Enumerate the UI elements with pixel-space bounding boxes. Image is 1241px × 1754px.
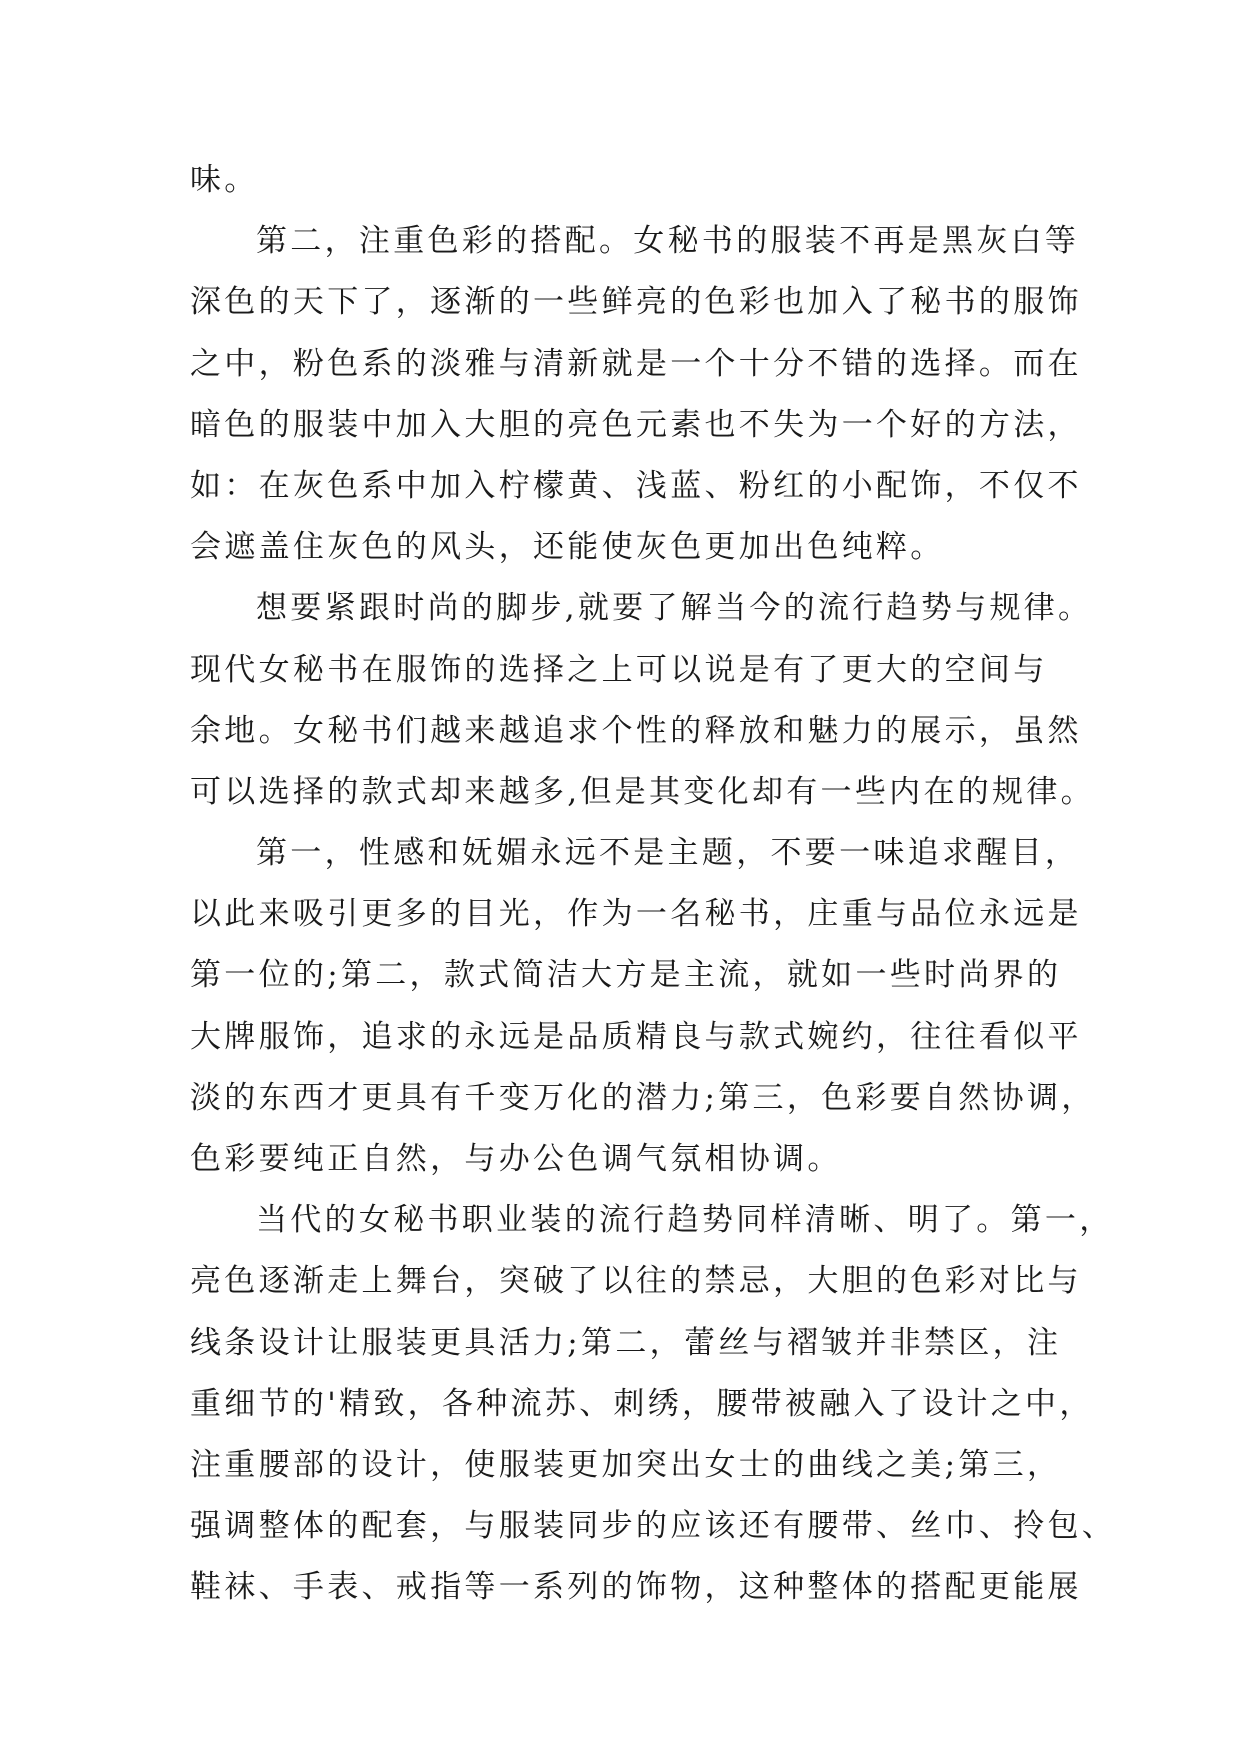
text-line: 大牌服饰，追求的永远是品质精良与款式婉约，往往看似平 xyxy=(190,1018,1082,1055)
text-line: 淡的东西才更具有千变万化的潜力;第三，色彩要自然协调， xyxy=(190,1079,1096,1116)
paragraph-start-line: 第二，注重色彩的搭配。女秘书的服装不再是黑灰白等 xyxy=(256,223,1080,260)
text-line: 强调整体的配套，与服装同步的应该还有腰带、丝巾、拎包、 xyxy=(190,1508,1117,1545)
text-line: 亮色逐渐走上舞台，突破了以往的禁忌，大胆的色彩对比与 xyxy=(190,1263,1082,1300)
text-line: 现代女秘书在服饰的选择之上可以说是有了更大的空间与 xyxy=(190,651,1048,688)
text-line: 色彩要纯正自然，与办公色调气氛相协调。 xyxy=(190,1141,842,1177)
paragraph-start-line: 当代的女秘书职业装的流行趋势同样清晰、明了。第一， xyxy=(256,1202,1114,1239)
text-line: 之中，粉色系的淡雅与清新就是一个十分不错的选择。而在 xyxy=(190,345,1082,382)
text-line: 可以选择的款式却来越多,但是其变化却有一些内在的规律。 xyxy=(190,773,1095,810)
text-line: 注重腰部的设计，使服装更加突出女士的曲线之美;第三， xyxy=(190,1446,1062,1483)
text-line: 以此来吸引更多的目光，作为一名秘书，庄重与品位永远是 xyxy=(190,896,1082,933)
body-text xyxy=(190,150,1117,1619)
paragraph-start-line: 第一，性感和妩媚永远不是主题，不要一味追求醒目， xyxy=(256,835,1080,872)
text-line: 重细节的'精致，各种流苏、刺绣，腰带被融入了设计之中， xyxy=(190,1385,1094,1422)
text-line: 如：在灰色系中加入柠檬黄、浅蓝、粉红的小配饰，不仅不 xyxy=(190,467,1082,504)
text-line: 线条设计让服装更具活力;第二，蕾丝与褶皱并非禁区，注 xyxy=(190,1324,1062,1361)
text-line: 味。 xyxy=(190,162,259,198)
paragraph-start-line: 想要紧跟时尚的脚步,就要了解当今的流行趋势与规律。 xyxy=(256,590,1093,627)
text-line: 暗色的服装中加入大胆的亮色元素也不失为一个好的方法， xyxy=(190,406,1082,443)
text-line: 会遮盖住灰色的风头，还能使灰色更加出色纯粹。 xyxy=(190,529,945,566)
text-line: 深色的天下了，逐渐的一些鲜亮的色彩也加入了秘书的服饰 xyxy=(190,284,1082,321)
text-line: 鞋袜、手表、戒指等一系列的饰物，这种整体的搭配更能展 xyxy=(190,1569,1082,1606)
text-line: 第一位的;第二，款式简洁大方是主流，就如一些时尚界的 xyxy=(190,957,1062,994)
text-line: 余地。女秘书们越来越追求个性的释放和魅力的展示，虽然 xyxy=(190,712,1082,749)
